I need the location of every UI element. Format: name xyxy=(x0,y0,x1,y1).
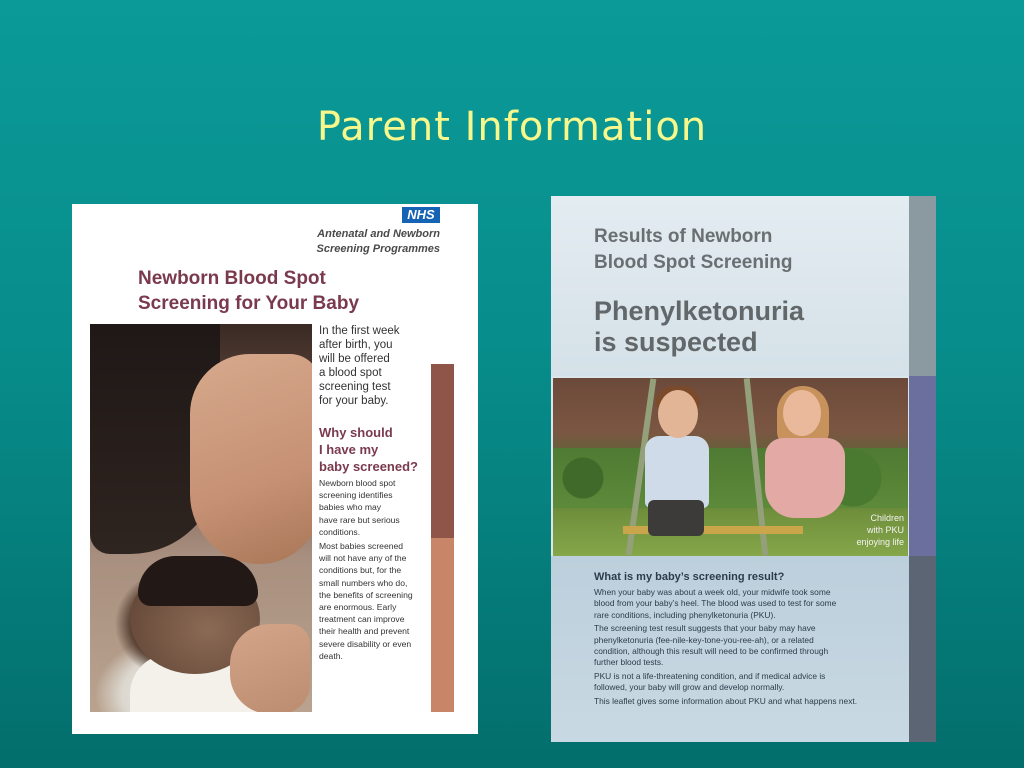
body-line: blood from your baby’s heel. The blood was used to test for some xyxy=(594,598,837,609)
pku-leaflet-heading xyxy=(594,224,894,276)
body-line: followed, your baby will grow and develop normally. xyxy=(594,682,785,693)
question-line: I have my xyxy=(319,442,379,457)
intro-line: after birth, you xyxy=(319,339,393,351)
body-line: conditions. xyxy=(319,526,361,537)
body-line: the benefits of screening xyxy=(319,589,413,600)
body-line: phenylketonuria (fee-nile-key-tone-you-ree-ah), or a related xyxy=(594,634,814,645)
condition-line: is suspected xyxy=(594,327,758,357)
body-line: small numbers who do, xyxy=(319,577,408,588)
body-paragraph xyxy=(319,477,427,538)
side-stripe-bottom xyxy=(909,556,936,742)
intro-line: a blood spot xyxy=(319,367,382,379)
question-line: Why should xyxy=(319,425,393,440)
body-line: severe disability or even xyxy=(319,638,412,649)
decorative-stripe-light xyxy=(431,538,454,712)
intro-line: In the first week xyxy=(319,325,400,337)
slide-title: Parent Information xyxy=(316,104,708,150)
body-line: are enormous. Early xyxy=(319,602,397,613)
nhs-logo: NHS xyxy=(402,207,440,223)
caption-line: Children xyxy=(870,513,904,523)
body-paragraph xyxy=(319,540,427,662)
decorative-stripe-dark xyxy=(431,364,454,538)
body-line: their health and prevent xyxy=(319,626,410,637)
body-line: further blood tests. xyxy=(594,657,664,668)
body-line: treatment can improve xyxy=(319,614,405,625)
condition-line: Phenylketonuria xyxy=(594,296,805,326)
why-screened-body xyxy=(319,477,427,664)
body-line: This leaflet gives some information about PKU and what happens next. xyxy=(594,695,858,706)
why-screened-heading xyxy=(319,424,429,475)
body-line: When your baby was about a week old, your midwife took some xyxy=(594,587,831,597)
intro-line: screening test xyxy=(319,381,391,393)
programme-line: Antenatal and Newborn xyxy=(317,228,440,240)
side-stripe-top xyxy=(909,196,936,376)
body-line: PKU is not a life-threatening condition, and if medical advice is xyxy=(594,670,826,681)
body-paragraph xyxy=(594,623,904,669)
body-line: condition, although this result will need to be confirmed through xyxy=(594,646,829,657)
body-line: screening identifies xyxy=(319,490,393,501)
screening-result-heading: What is my baby’s screening result? xyxy=(594,571,785,583)
caption-line: with PKU xyxy=(866,525,904,535)
question-line: baby screened? xyxy=(319,459,418,474)
side-stripe-middle xyxy=(909,376,936,556)
body-paragraph xyxy=(594,671,904,694)
intro-line: will be offered xyxy=(319,353,390,365)
body-paragraph xyxy=(594,587,904,621)
mother-and-baby-photo xyxy=(90,324,312,712)
body-line: have rare but serious xyxy=(319,514,400,525)
pku-condition-title xyxy=(594,296,904,358)
caption-line: enjoying life xyxy=(856,537,904,547)
body-line: rare conditions, including phenylketonuria (PKU). xyxy=(594,609,776,620)
intro-text xyxy=(319,324,429,408)
intro-line: for your baby. xyxy=(319,395,389,407)
body-line: will not have any of the xyxy=(319,553,407,564)
body-line: conditions but, for the xyxy=(319,565,402,576)
body-line: Newborn blood spot xyxy=(319,478,396,488)
screening-result-body xyxy=(594,587,904,709)
body-line: The screening test result suggests that your baby may have xyxy=(594,623,816,634)
body-line: babies who may xyxy=(319,502,382,513)
photo-caption xyxy=(838,512,904,548)
body-line: Most babies screened xyxy=(319,541,404,552)
programme-name xyxy=(250,227,440,257)
title-line: Newborn Blood Spot xyxy=(138,268,326,289)
title-line: Screening for Your Baby xyxy=(138,293,360,314)
programme-line: Screening Programmes xyxy=(316,243,440,255)
body-line: death. xyxy=(319,650,343,661)
blood-spot-leaflet-title xyxy=(138,266,438,316)
heading-line: Results of Newborn xyxy=(594,226,773,247)
heading-line: Blood Spot Screening xyxy=(594,252,793,273)
body-paragraph xyxy=(594,696,904,707)
